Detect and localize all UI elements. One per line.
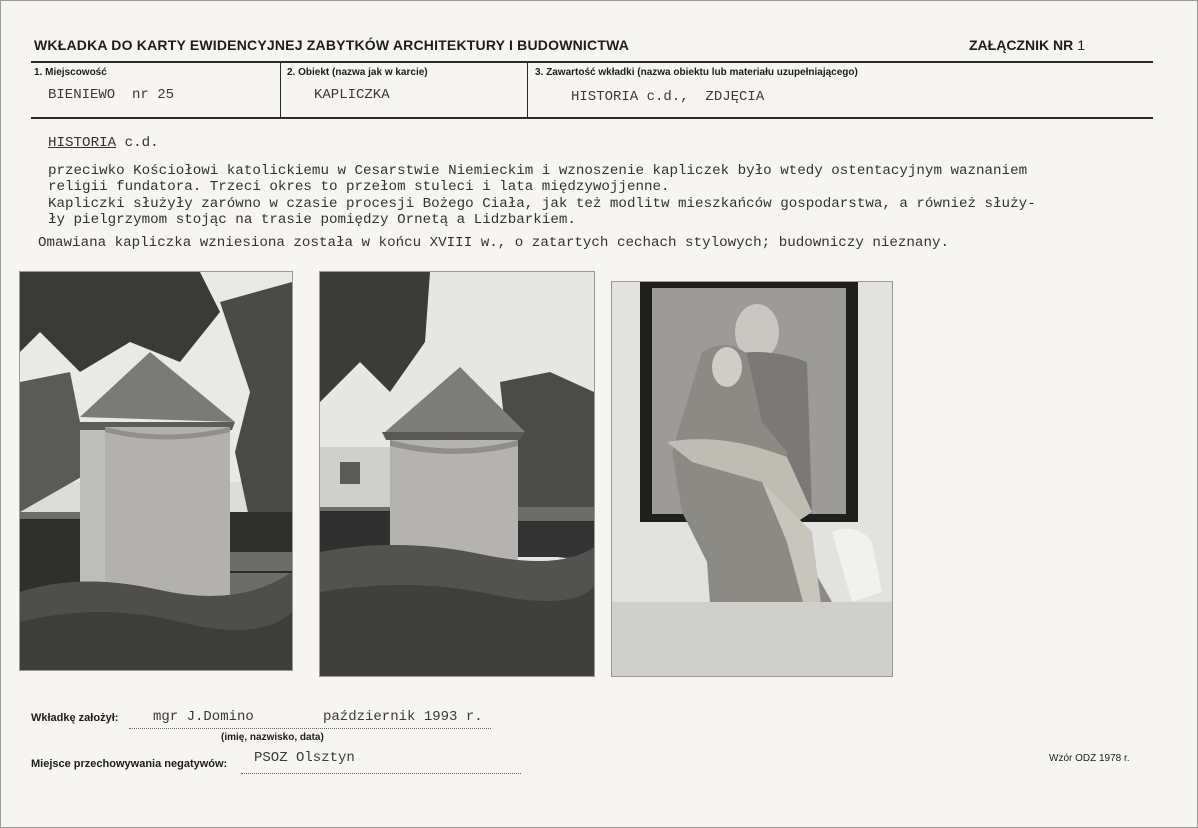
storage-label: Miejsce przechowywania negatywów: (31, 758, 228, 770)
field-label-object: 2. Obiekt (nazwa jak w karcie) (287, 67, 428, 78)
field-value-object: KAPLICZKA (314, 87, 390, 103)
fields-rule (31, 117, 1153, 119)
field-label-locality: 1. Miejscowość (34, 67, 107, 78)
author-dotted-line (129, 728, 491, 729)
annex-label-text: ZAŁĄCZNIK NR (969, 37, 1074, 53)
header-rule (31, 61, 1153, 63)
field-value-locality: BIENIEWO nr 25 (48, 87, 175, 103)
body-line-5: Omawiana kapliczka wzniesiona została w końcu XVIII w., o zatartych cechach stylowych; budowniczy nieznany. (38, 235, 949, 251)
photo-pieta-sculpture (611, 281, 893, 677)
form-note: Wzór ODZ 1978 r. (1049, 753, 1130, 764)
author-name: mgr J.Domino (153, 709, 254, 725)
author-date: październik 1993 r. (323, 709, 483, 725)
field-divider-2 (527, 63, 528, 117)
body-line-4: ły pielgrzymom stojąc na trasie pomiędzy Ornetą a Lidzbarkiem. (48, 212, 576, 228)
annex-label (969, 37, 1085, 53)
field-value-contents: HISTORIA c.d., ZDJĘCIA (571, 89, 765, 105)
author-hint: (imię, nazwisko, data) (221, 732, 324, 743)
body-heading (48, 135, 159, 151)
body-line-1: przeciwko Kościołowi katolickiemu w Cesarstwie Niemieckim i wznoszenie kapliczek było wtedy ostentacyjnym waznaniem (48, 163, 1028, 179)
storage-value: PSOZ Olsztyn (254, 750, 355, 766)
field-label-contents: 3. Zawartość wkładki (nazwa obiektu lub materiału uzupełniającego) (535, 67, 858, 78)
photo-chapel-front-view (319, 271, 595, 677)
body-heading-text: HISTORIA (48, 135, 117, 151)
author-label: Wkładkę założył: (31, 712, 119, 724)
photo-chapel-side-view (19, 271, 293, 671)
form-title: WKŁADKA DO KARTY EWIDENCYJNEJ ZABYTKÓW ARCHITEKTURY I BUDOWNICTWA (34, 37, 630, 53)
body-line-3: Kapliczki służyły zarówno w czasie procesji Bożego Ciała, jak też modlitw mieszkańców gospodarstwa, a również służy- (48, 196, 1036, 212)
storage-dotted-line (241, 773, 521, 774)
field-divider-1 (280, 63, 281, 117)
body-heading-suffix: c.d. (116, 135, 159, 151)
annex-number: 1 (1077, 37, 1086, 53)
body-line-2: religii fundatora. Trzeci okres to przełom stuleci i lata międzywojjenne. (48, 179, 670, 195)
